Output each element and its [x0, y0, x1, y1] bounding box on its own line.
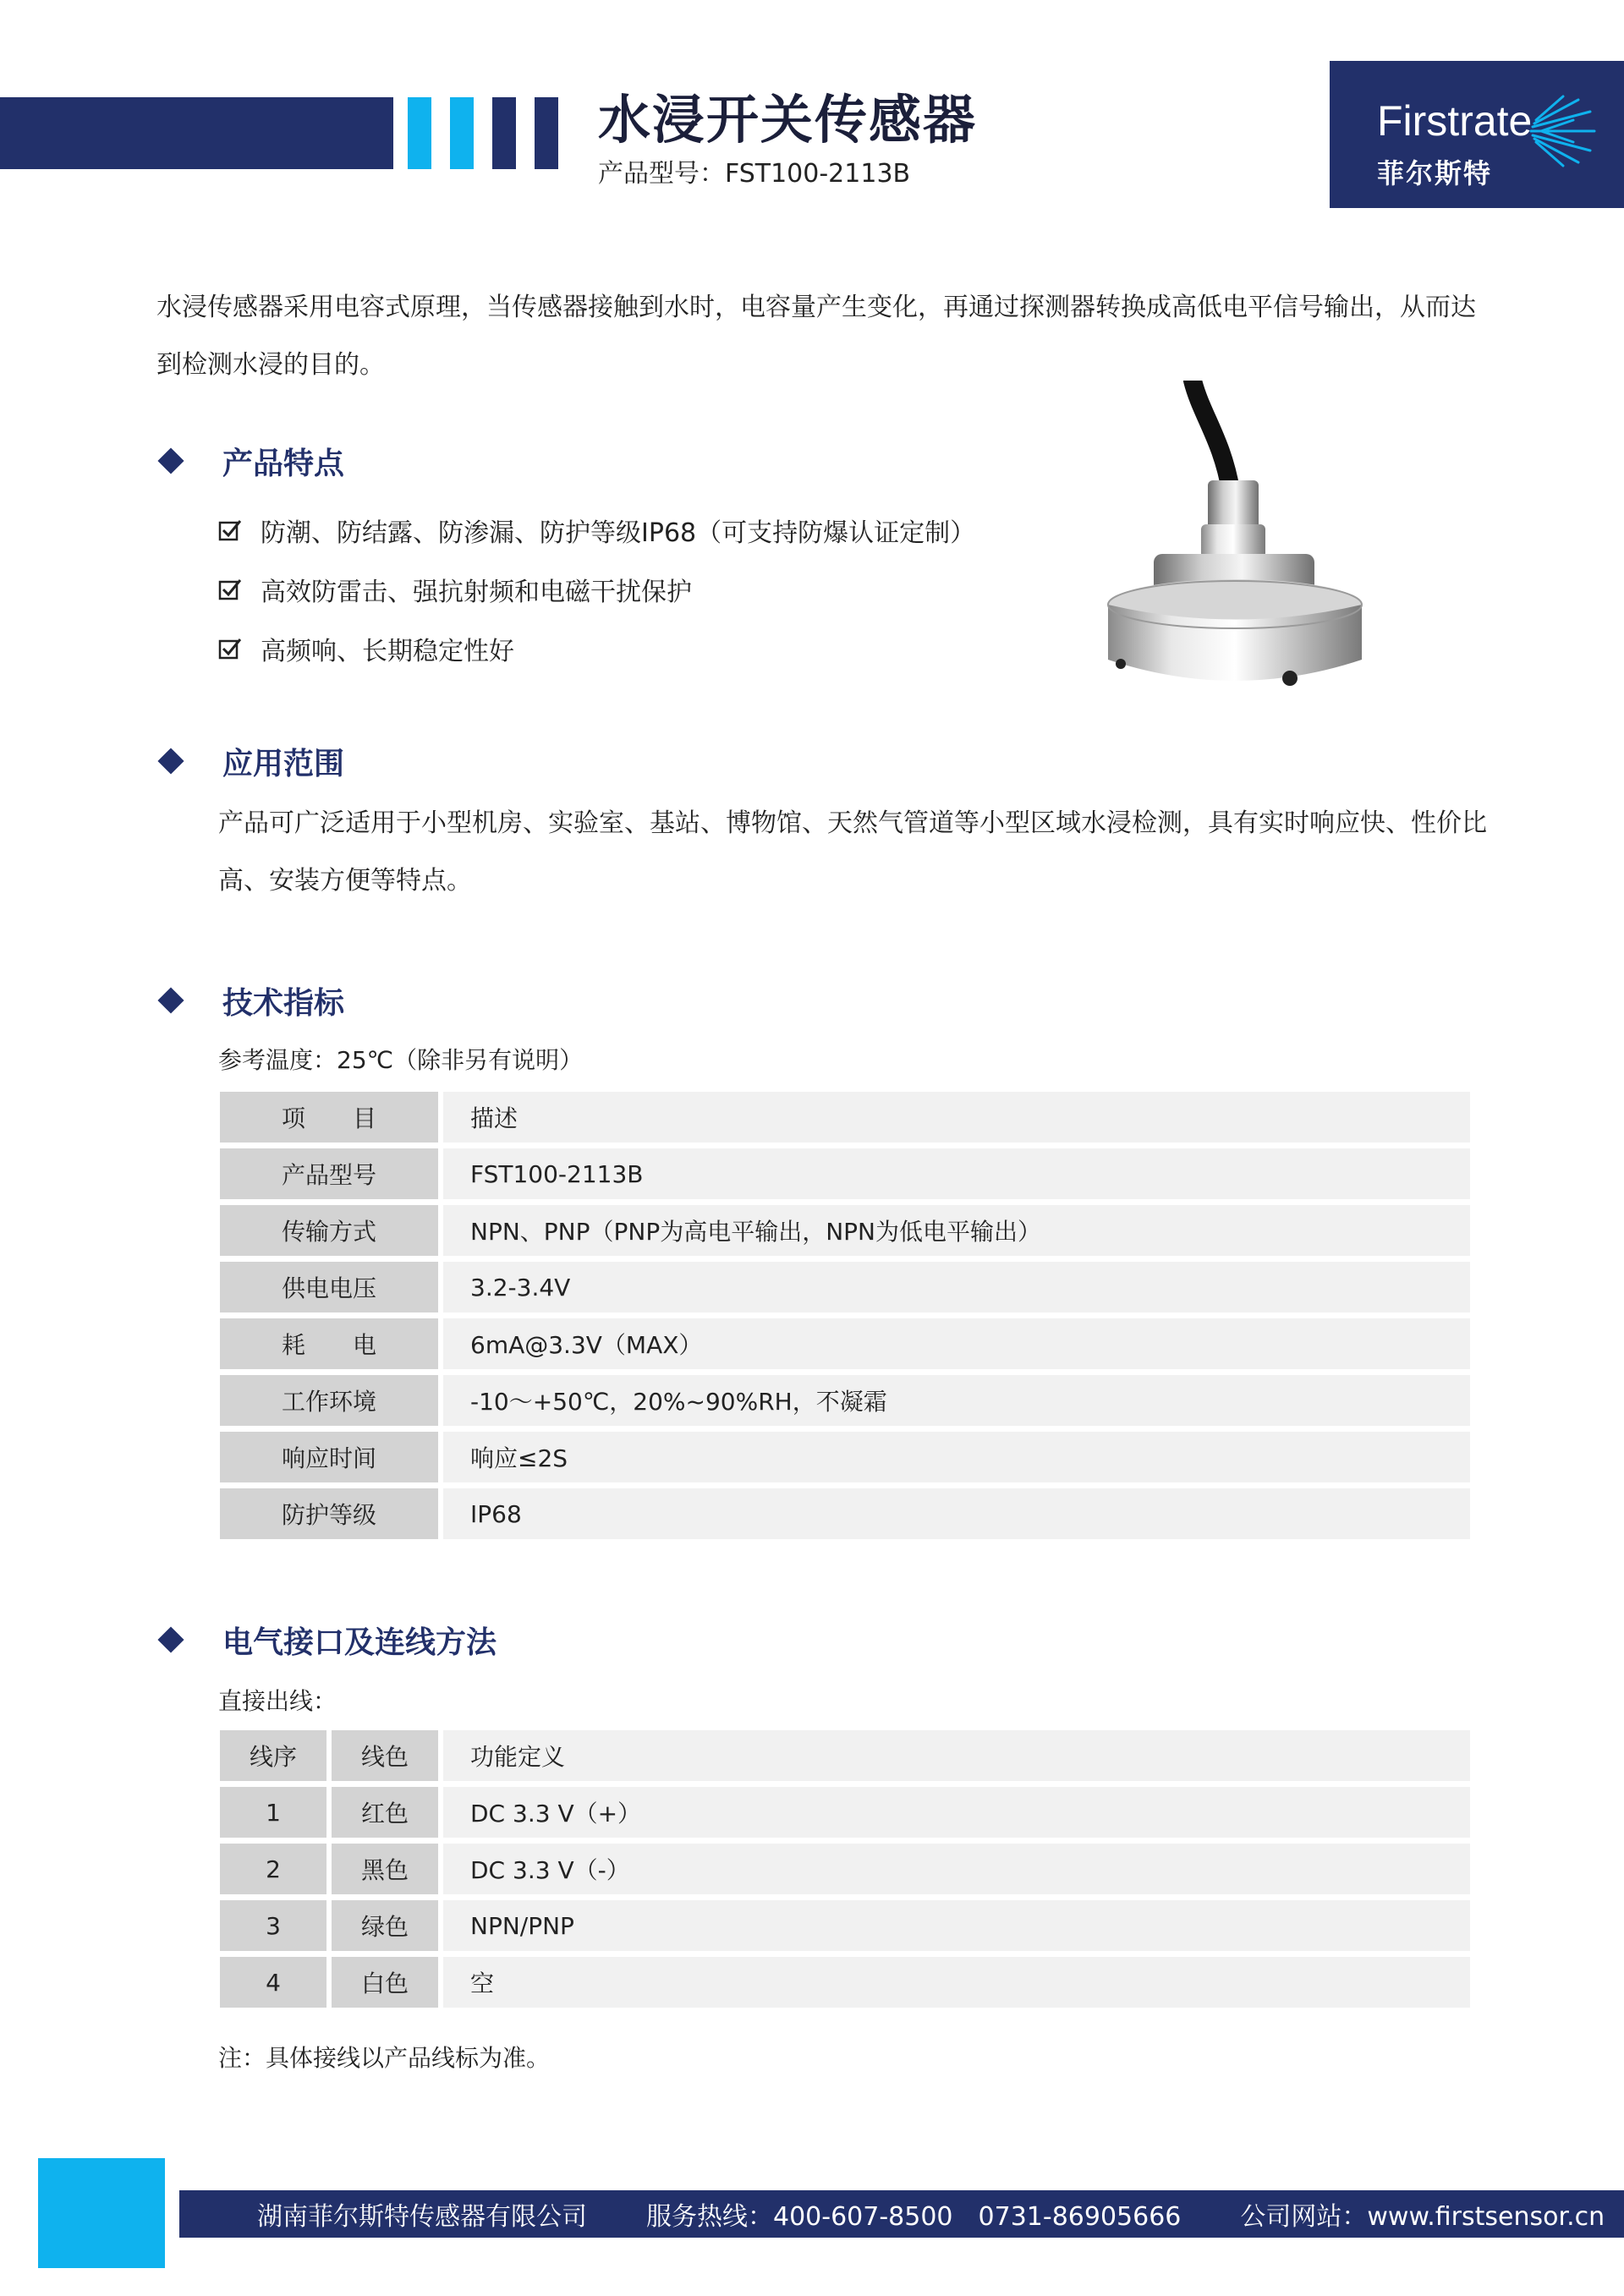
table-cell-label: 供电电压	[220, 1262, 438, 1312]
diamond-bullet-icon	[157, 748, 184, 774]
logo-chinese-name: 菲尔斯特	[1377, 157, 1493, 189]
table-row	[220, 1488, 1470, 1539]
table-cell-value: 响应≤2S	[443, 1432, 1470, 1482]
checkbox-checked-icon	[218, 637, 242, 660]
application-paragraph: 产品可广泛适用于小型机房、实验室、基站、博物馆、天然气管道等小型区域水浸检测，具有实时响应快、性价比高、安装方便等特点。	[218, 808, 1487, 896]
starburst-icon	[1522, 93, 1599, 169]
table-row	[220, 1432, 1470, 1482]
checkbox-checked-icon	[218, 578, 242, 601]
table-cell-number: 3	[220, 1900, 326, 1951]
page-title: 水浸开关传感器	[598, 89, 978, 151]
wiring-footnote: 注：具体接线以产品线标为准。	[218, 2044, 551, 2072]
model-subtitle: 产品型号：FST100-2113B	[598, 159, 911, 189]
table-cell-function: 空	[443, 1957, 1470, 2008]
checkbox-checked-icon	[218, 518, 242, 542]
company-logo	[1330, 61, 1624, 208]
table-cell-wire-color: 白色	[332, 1957, 438, 2008]
table-cell-value: 描述	[443, 1092, 1470, 1143]
table-cell-function: 功能定义	[443, 1730, 1470, 1781]
footer-hotline: 服务热线：400-607-8500 0731-86905666	[646, 2202, 1182, 2232]
table-cell-number: 线序	[220, 1730, 326, 1781]
feature-text: 高效防雷击、强抗射频和电磁干扰保护	[261, 578, 692, 607]
table-cell-value: IP68	[443, 1488, 1470, 1539]
feature-item	[218, 513, 975, 547]
section-title: 电气接口及连线方法	[222, 1625, 497, 1660]
table-cell-function: DC 3.3 V（+）	[443, 1787, 1470, 1838]
section-title: 应用范围	[222, 746, 345, 781]
section-title: 产品特点	[222, 446, 345, 481]
table-cell-value: -10～+50℃，20%~90%RH，不凝霜	[443, 1375, 1470, 1426]
table-cell-number: 2	[220, 1844, 326, 1894]
section-specs-heading	[156, 979, 344, 1022]
table-cell-label: 项 目	[220, 1092, 438, 1143]
section-title: 技术指标	[222, 985, 345, 1021]
table-row	[220, 1787, 1470, 1838]
table-cell-label: 响应时间	[220, 1432, 438, 1482]
feature-item	[218, 632, 514, 666]
table-cell-function: DC 3.3 V（-）	[443, 1844, 1470, 1894]
table-cell-value: 6mA@3.3V（MAX）	[443, 1318, 1470, 1369]
table-cell-wire-color: 黑色	[332, 1844, 438, 1894]
table-row	[220, 1957, 1470, 2008]
table-cell-label: 防护等级	[220, 1488, 438, 1539]
feature-text: 防潮、防结露、防渗漏、防护等级IP68（可支持防爆认证定制）	[261, 518, 976, 548]
wiring-table	[220, 1730, 1470, 2014]
reference-temperature-note: 参考温度：25℃（除非另有说明）	[218, 1046, 584, 1074]
table-cell-function: NPN/PNP	[443, 1900, 1470, 1951]
table-cell-wire-color: 红色	[332, 1787, 438, 1838]
table-row	[220, 1730, 1470, 1781]
diamond-bullet-icon	[157, 447, 184, 474]
footer-accent-square	[38, 2158, 165, 2268]
logo-english-name: Firstrate	[1377, 97, 1533, 145]
footer-website: 公司网站：www.firstsensor.cn	[1240, 2202, 1605, 2232]
header-accent-bar	[535, 97, 558, 169]
footer-company: 湖南菲尔斯特传感器有限公司	[257, 2202, 587, 2232]
table-cell-value: FST100-2113B	[443, 1148, 1470, 1199]
table-row	[220, 1900, 1470, 1951]
diamond-bullet-icon	[157, 1626, 184, 1652]
footer-bar	[179, 2190, 1624, 2238]
table-cell-wire-color: 绿色	[332, 1900, 438, 1951]
table-row	[220, 1318, 1470, 1369]
table-row	[220, 1205, 1470, 1256]
section-application-heading	[156, 740, 344, 782]
table-row	[220, 1148, 1470, 1199]
table-cell-value: 3.2-3.4V	[443, 1262, 1470, 1312]
table-cell-number: 1	[220, 1787, 326, 1838]
section-features-heading	[156, 440, 344, 482]
header-band	[0, 97, 393, 169]
table-cell-value: NPN、PNP（PNP为高电平输出，NPN为低电平输出）	[443, 1205, 1470, 1256]
header-accent-bar	[492, 97, 516, 169]
feature-text: 高频响、长期稳定性好	[261, 637, 514, 666]
section-wiring-heading	[156, 1619, 497, 1661]
header-accent-bar	[450, 97, 474, 169]
diamond-bullet-icon	[157, 987, 184, 1013]
table-row	[220, 1092, 1470, 1143]
table-cell-label: 工作环境	[220, 1375, 438, 1426]
specs-table	[220, 1092, 1470, 1545]
table-cell-wire-color: 线色	[332, 1730, 438, 1781]
table-row	[220, 1375, 1470, 1426]
table-cell-label: 产品型号	[220, 1148, 438, 1199]
table-cell-label: 耗 电	[220, 1318, 438, 1369]
table-row	[220, 1262, 1470, 1312]
table-cell-number: 4	[220, 1957, 326, 2008]
header-accent-bar	[408, 97, 431, 169]
table-cell-label: 传输方式	[220, 1205, 438, 1256]
feature-item	[218, 573, 692, 606]
table-row	[220, 1844, 1470, 1894]
product-image	[1074, 381, 1396, 736]
intro-paragraph: 水浸传感器采用电容式原理，当传感器接触到水时，电容量产生变化，再通过探测器转换成高低电平信号输出，从而达到检测水浸的目的。	[156, 293, 1476, 380]
wiring-note: 直接出线：	[218, 1687, 337, 1715]
